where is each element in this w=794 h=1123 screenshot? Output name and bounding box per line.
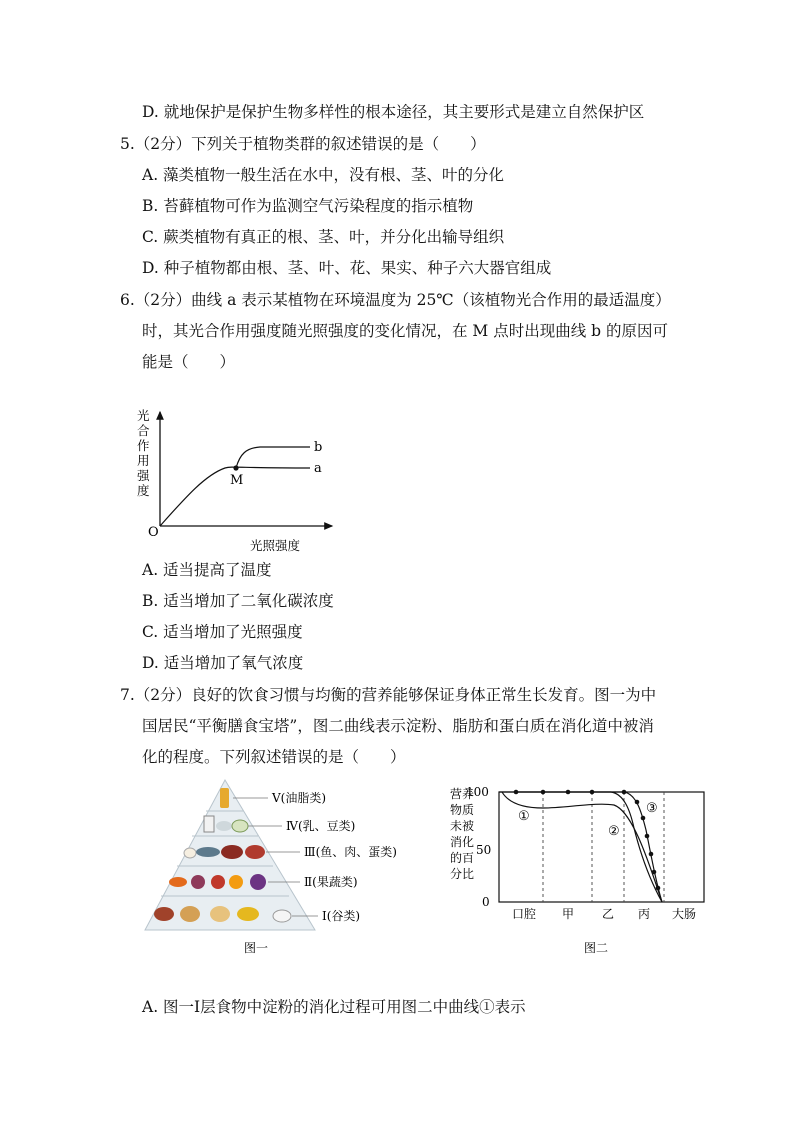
level-2-label: Ⅱ(果蔬类) <box>304 875 358 889</box>
q5-option-b: B. 苔藓植物可作为监测空气污染程度的指示植物 <box>142 197 474 215</box>
q6-label-m: M <box>230 473 244 488</box>
fig2-curve-3 <box>516 792 662 902</box>
bread-icon <box>180 906 200 922</box>
fig2-x-label-1: 口腔 <box>512 907 537 921</box>
q6-y-label-4: 用 <box>137 453 150 468</box>
fig2-y-label-5: 的百 <box>450 851 475 865</box>
q6-origin-label: O <box>148 525 159 540</box>
level-3-label: Ⅲ(鱼、肉、蛋类) <box>304 845 397 859</box>
fig2-curve-label-1: ① <box>518 809 530 824</box>
q6-y-label-2: 合 <box>137 423 150 438</box>
q6-stem-line-1: 6.（2分）曲线 a 表示某植物在环境温度为 25℃（该植物光合作用的最适温度） <box>120 291 671 309</box>
level-4-label: Ⅳ(乳、豆类) <box>286 819 356 833</box>
fig2-y-tick-50: 50 <box>476 843 492 857</box>
level-1-label: Ⅰ(谷类) <box>322 909 361 923</box>
grape-icon <box>250 874 266 890</box>
q6-y-label-6: 度 <box>137 483 150 498</box>
fig2-y-label-2: 物质 <box>450 803 475 817</box>
q6-option-c: C. 适当增加了光照强度 <box>142 623 303 641</box>
q6-label-b: b <box>314 440 323 455</box>
carrot-icon <box>169 877 187 887</box>
q6-stem-line-3: 能是（ ） <box>142 353 236 371</box>
q5-stem: 5.（2分）下列关于植物类群的叙述错误的是（ ） <box>120 135 486 153</box>
fig2-y-label-1: 营养 <box>450 787 475 801</box>
fig2-x-label-4: 丙 <box>638 907 651 921</box>
q7-option-a: A. 图一Ⅰ层食物中淀粉的消化过程可用图二中曲线①表示 <box>142 998 526 1016</box>
onion-icon <box>191 875 205 889</box>
q6-y-label-3: 作 <box>137 438 150 453</box>
q6-option-d: D. 适当增加了氧气浓度 <box>142 654 304 672</box>
q7-food-pyramid <box>140 778 400 958</box>
q6-y-label-5: 强 <box>137 468 150 483</box>
fig2-y-label-6: 分比 <box>450 867 475 881</box>
q6-stem-line-2: 时，其光合作用强度随光照强度的变化情况，在 M 点时出现曲线 b 的原因可 <box>142 322 669 340</box>
meat-icon <box>221 845 243 859</box>
tofu-icon <box>216 821 232 831</box>
q5-option-a: A. 藻类植物一般生活在水中，没有根、茎、叶的分化 <box>142 166 505 184</box>
orange-icon <box>229 875 243 889</box>
q6-y-label-1: 光 <box>137 408 150 423</box>
fig2-x-label-3: 乙 <box>602 907 615 921</box>
fig2-x-label-2: 甲 <box>562 907 575 921</box>
fish-icon <box>196 847 220 857</box>
fig2-x-label-5: 大肠 <box>672 907 697 921</box>
q6-label-a: a <box>314 461 322 476</box>
oil-bottle-icon <box>220 788 229 808</box>
q6-point-m <box>233 465 238 470</box>
bean-bowl-icon <box>232 820 248 832</box>
q5-option-d: D. 种子植物都由根、茎、叶、花、果实、种子六大器官组成 <box>142 259 552 277</box>
bun-icon <box>210 906 230 922</box>
corn-icon <box>237 907 259 921</box>
figure1-caption: 图一 <box>244 941 269 955</box>
fig2-y-label-4: 消化 <box>450 835 475 849</box>
figure2-caption: 图二 <box>584 941 609 955</box>
fig2-y-label-3: 未被 <box>450 819 475 833</box>
q6-option-b: B. 适当增加了二氧化碳浓度 <box>142 592 334 610</box>
q4-option-d: D. 就地保护是保护生物多样性的根本途径，其主要形式是建立自然保护区 <box>142 103 645 121</box>
rice-bowl-icon <box>273 910 291 922</box>
q6-photosynthesis-graph <box>130 400 345 560</box>
sweet-potato-icon <box>154 907 174 921</box>
egg-icon <box>184 848 196 858</box>
level-5-label: Ⅴ(油脂类) <box>272 791 327 805</box>
q6-x-label: 光照强度 <box>250 538 301 553</box>
q7-stem-line-1: 7.（2分）良好的饮食习惯与均衡的营养能够保证身体正常生长发育。图一为中 <box>120 686 657 704</box>
fig2-y-tick-0: 0 <box>482 895 490 909</box>
q6-curve-b <box>236 447 310 468</box>
milk-carton-icon <box>204 816 214 832</box>
apple-icon <box>211 875 225 889</box>
fig2-curve-label-3: ③ <box>646 801 658 816</box>
q5-option-c: C. 蕨类植物有真正的根、茎、叶，并分化出输导组织 <box>142 228 505 246</box>
q7-stem-line-2: 国居民“平衡膳食宝塔”，图二曲线表示淀粉、脂肪和蛋白质在消化道中被消 <box>142 717 654 735</box>
steak-icon <box>245 845 265 859</box>
q7-digestion-chart <box>446 780 716 960</box>
fig2-plot-frame <box>499 792 704 902</box>
fig2-y-tick-100: 100 <box>466 785 489 799</box>
fig2-curve-label-2: ② <box>608 824 620 839</box>
q7-stem-line-3: 化的程度。下列叙述错误的是（ ） <box>142 748 406 766</box>
q6-option-a: A. 适当提高了温度 <box>142 561 272 579</box>
